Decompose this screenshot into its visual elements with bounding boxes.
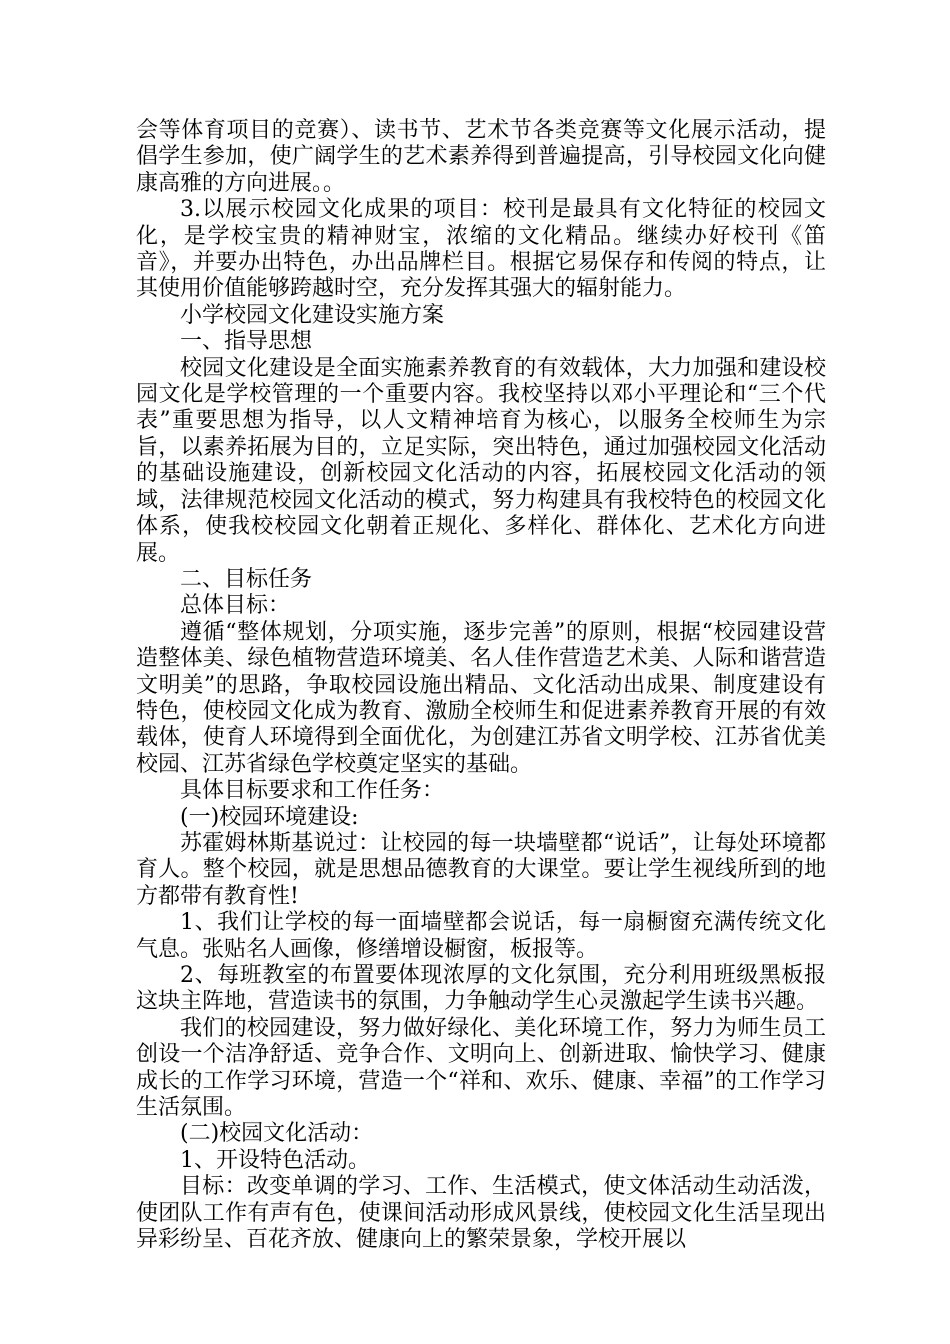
list-item-2: 2、每班教室的布置要体现浓厚的文化氛围，充分利用班级黑板报这块主阵地，营造读书的氛围，力争触动学生心灵激起学生读书兴趣。 xyxy=(136,963,826,1015)
paragraph-6: 我们的校园建设，努力做好绿化、美化环境工作，努力为师生员工创设一个洁净舒适、竞争合作、文明向上、创新进取、愉快学习、健康成长的工作学习环境，营造一个“祥和、欢乐、健康、幸福”的工作学习生活氛围。 xyxy=(136,1015,826,1121)
paragraph-5: 苏霍姆林斯基说过：让校园的每一块墙壁都“说话”，让每处环境都育人。整个校园，就是思想品德教育的大课堂。要让学生视线所到的地方都带有教育性! xyxy=(136,830,826,909)
paragraph-7: 目标：改变单调的学习、工作、生活模式，使文体活动生动活泼，使团队工作有声有色，使课间活动形成风景线，使校园文化生活呈现出异彩纷呈、百花齐放、健康向上的繁荣景象，学校开展以 xyxy=(136,1174,826,1253)
section-heading-1: 一、指导思想 xyxy=(180,329,313,355)
subheading-campus-environment: (一)校园环境建设: xyxy=(180,804,359,830)
subheading-specific-goals: 具体目标要求和工作任务： xyxy=(180,778,445,804)
list-item-1: 1、我们让学校的每一面墙壁都会说话，每一扇橱窗充满传统文化气息。张贴名人画像，修缮增设橱窗，板报等。 xyxy=(136,910,826,962)
list-item-3: 1、开设特色活动。 xyxy=(180,1147,370,1173)
subheading-campus-activities: (二)校园文化活动： xyxy=(180,1121,374,1147)
document-title: 小学校园文化建设实施方案 xyxy=(180,302,445,328)
subheading-overall-goal: 总体目标： xyxy=(180,593,291,619)
paragraph-2: 3.以展示校园文化成果的项目：校刊是最具有文化特征的校园文化，是学校宝贵的精神财宝，浓缩的文化精品。继续办好校刊《笛音》，并要办出特色，办出品牌栏目。根据它易保存和传阅的特点，让其使用价值能够跨越时空，充分发挥其强大的辐射能力。 xyxy=(136,197,826,302)
paragraph-4: 遵循“整体规划，分项实施，逐步完善”的原则，根据“校园建设营造整体美、绿色植物营造环境美、名人佳作营造艺术美、人际和谐营造文明美”的思路，争取校园设施出精品、文化活动出成果、制度建设有特色，使校园文化成为教育、激励全校师生和促进素养教育开展的有效载体，使育人环境得到全面优化，为创建江苏省文明学校、江苏省优美校园、江苏省绿色学校奠定坚实的基础。 xyxy=(136,619,826,777)
document-body xyxy=(136,118,826,1253)
section-heading-2: 二、目标任务 xyxy=(180,566,313,592)
paragraph-1: 会等体育项目的竞赛）、读书节、艺术节各类竞赛等文化展示活动，提倡学生参加，使广阔学生的艺术素养得到普遍提高，引导校园文化向健康高雅的方向进展。。 xyxy=(136,118,826,196)
paragraph-3: 校园文化建设是全面实施素养教育的有效载体，大力加强和建设校园文化是学校管理的一个重要内容。我校坚持以邓小平理论和“三个代表”重要思想为指导，以人文精神培育为核心，以服务全校师生为宗旨，以素养拓展为目的，立足实际，突出特色，通过加强校园文化活动的基础设施建设，创新校园文化活动的内容，拓展校园文化活动的领域，法律规范校园文化活动的模式，努力构建具有我校特色的校园文化体系，使我校校园文化朝着正规化、多样化、群体化、艺术化方向进展。 xyxy=(136,355,826,566)
